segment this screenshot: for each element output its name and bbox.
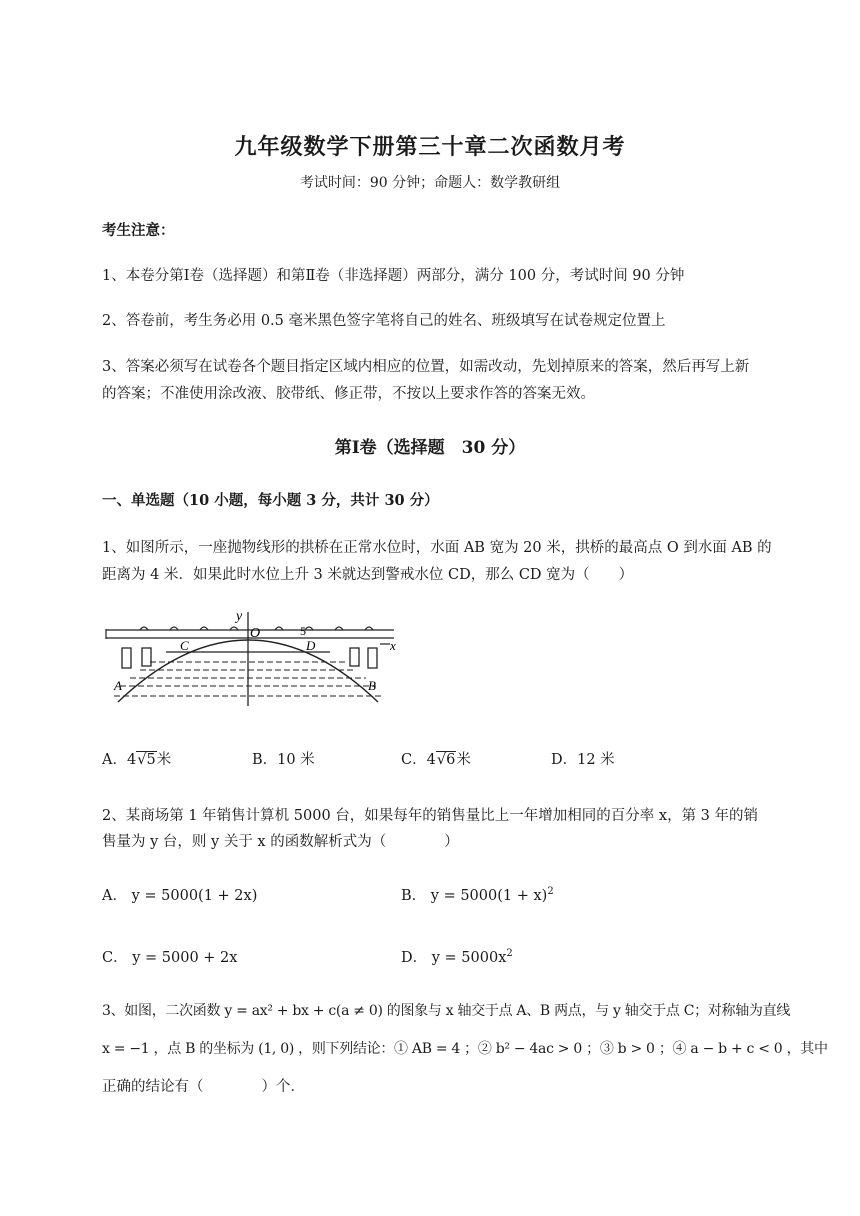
q1-option-d[interactable]: D．12 米 — [551, 752, 615, 768]
q2-option-a[interactable]: A． y = 5000(1 + 2x) — [102, 888, 258, 904]
bridge-diagram — [100, 606, 400, 706]
page-title: 九年级数学下册第三十章二次函数月考 — [234, 134, 626, 160]
question-1-text-2: 距离为 4 米．如果此时水位上升 3 米就达到警戒水位 CD，那么 CD 宽为（ ） — [102, 567, 634, 583]
question-1-text: 1、如图所示，一座抛物线形的拱桥在正常水位时，水面 AB 宽为 20 米，拱桥的最高点 O 到水面 AB 的 — [102, 540, 772, 556]
question-3-text-3: 正确的结论有（ ）个． — [102, 1079, 305, 1095]
q1-option-a[interactable]: A．4√5米 — [102, 752, 172, 768]
point-b-label: B — [368, 678, 376, 693]
notice-heading: 考生注意： — [102, 222, 175, 239]
question-3-text-2: x = −1 ，点 B 的坐标为 (1, 0) ，则下列结论：① AB = 4 ；② b² − 4ac > 0 ；③ b > 0 ；④ a − b + c < 0 ，其中 — [102, 1041, 828, 1057]
y-axis-label: y — [236, 609, 243, 624]
q2-option-b[interactable]: B． $y = 5000(1 + x)^2$ — [401, 886, 554, 904]
notice-item: 1、本卷分第Ⅰ卷（选择题）和第Ⅱ卷（非选择题）两部分，满分 100 分，考试时间 90 分钟 — [102, 268, 685, 284]
q2-option-d[interactable]: D． $y = 5000x^2$ — [401, 948, 513, 966]
question-2-text-2: 售量为 y 台，则 y 关于 x 的函数解析式为（ ） — [102, 834, 459, 850]
question-3-text: 3、如图，二次函数 y = ax² + bx + c(a ≠ 0) 的图象与 x 轴交于点 A、B 两点，与 y 轴交于点 C；对称轴为直线 — [102, 1003, 791, 1019]
question-2-text: 2、某商场第 1 年销售计算机 5000 台，如果每年的销售量比上一年增加相同的百分率 x，第 3 年的销 — [102, 808, 759, 824]
point-d-label: D — [306, 638, 316, 653]
sqrt-symbol: √6 — [436, 752, 456, 768]
bridge-figure — [100, 606, 400, 710]
part-title: 一、单选题（10 小题，每小题 3 分，共计 30 分） — [102, 492, 439, 509]
notice-item: 的答案；不准使用涂改液、胶带纸、修正带，不按以上要求作答的答案无效。 — [102, 386, 595, 402]
x-axis-label: x — [390, 638, 396, 653]
exam-subtitle: 考试时间：90 分钟；命题人：数学教研组 — [299, 175, 561, 191]
q1-option-b[interactable]: B．10 米 — [252, 752, 315, 768]
point-o-label: O — [250, 626, 261, 641]
sqrt-symbol: √5 — [137, 752, 156, 768]
notice-item: 3、答案必须写在试卷各个题目指定区域内相应的位置，如需改动，先划掉原来的答案，然后再写上新 — [102, 359, 750, 375]
notice-item: 2、答卷前，考生务必用 0.5 毫米黑色签字笔将自己的姓名、班级填写在试卷规定位置上 — [102, 313, 666, 329]
q1-option-c[interactable]: C．4√6米 — [401, 752, 471, 768]
point-c-label: C — [180, 638, 189, 653]
q2-option-c[interactable]: C． y = 5000 + 2x — [102, 950, 238, 966]
section-title: 第Ⅰ卷（选择题 30 分） — [334, 438, 526, 458]
scale-label: 5 — [300, 624, 306, 638]
point-a-label: A — [114, 678, 122, 693]
